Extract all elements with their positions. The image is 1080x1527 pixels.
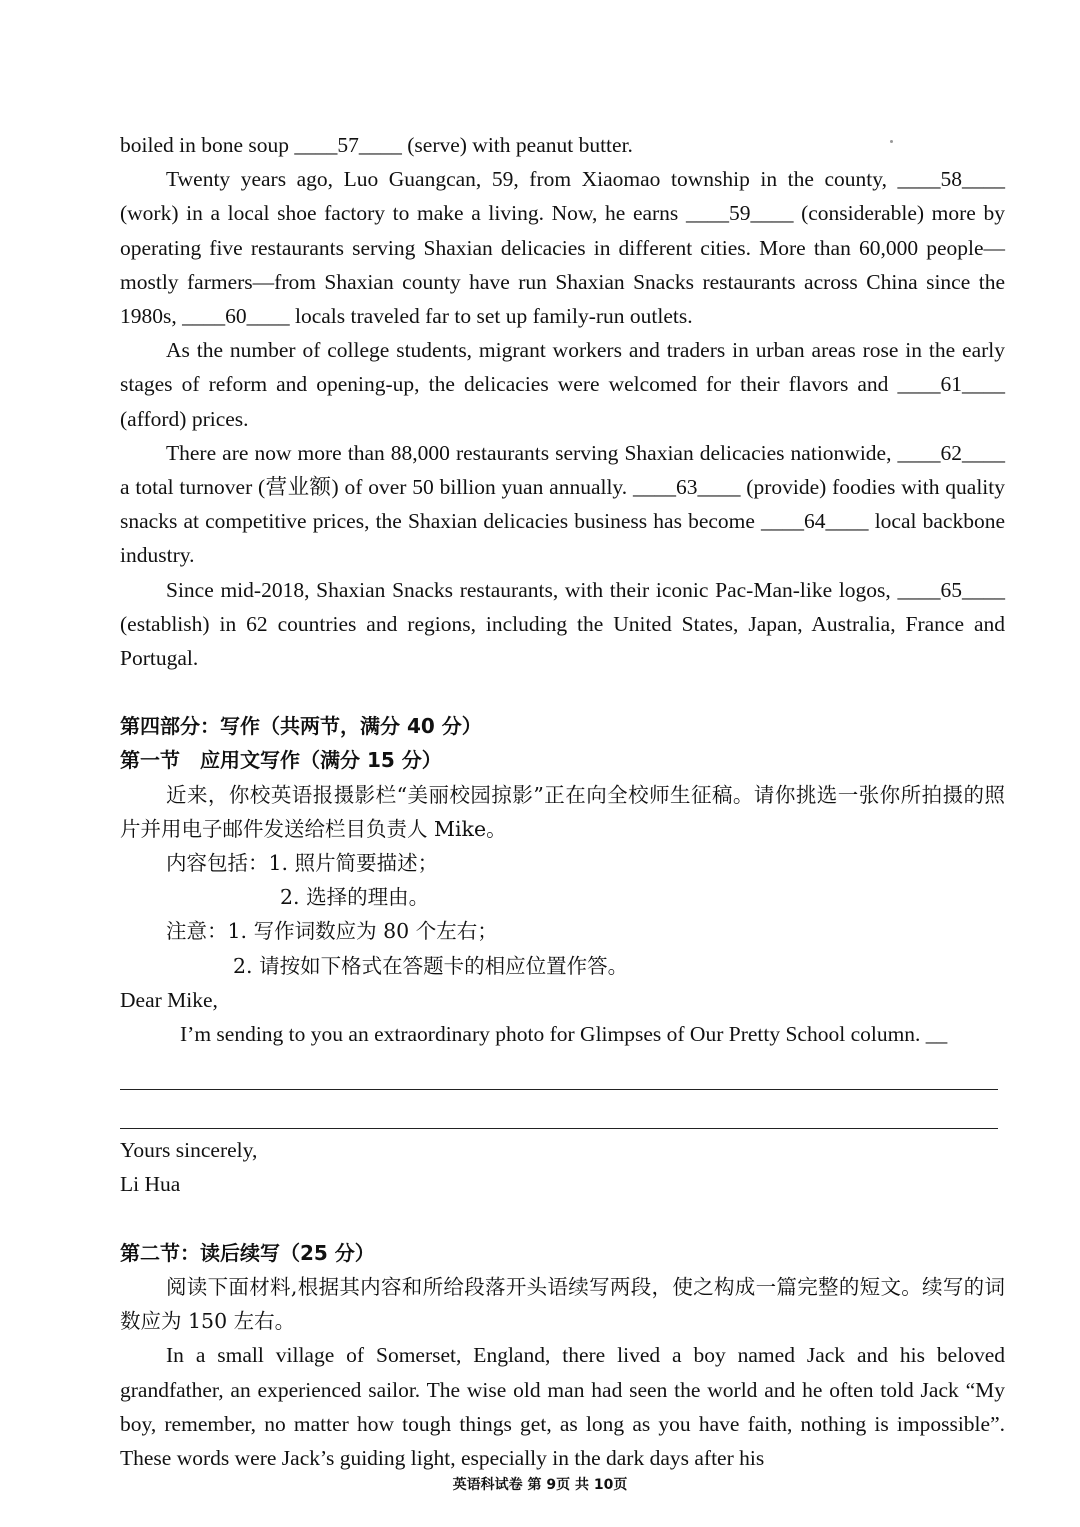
- section-two-heading: 第二节：读后续写（25 分）: [120, 1240, 375, 1265]
- continuation-story: In a small village of Somerset, England, there lived a boy named Jack and his beloved grandfather, an experienced sailor. The wise old man had seen the world and he often told Jack “My boy, remember, no matter how tough things get, as long as you have faith, nothing is impossible”. These words were Jack’s guiding light, especially in the dark days after his: [120, 1343, 1005, 1470]
- passage-paragraph-2: As the number of college students, migrant workers and traders in urban areas rose in the early stages of reform and opening-up, the delicacies were welcomed for their flavors and ____61____ (afford) prices.: [120, 338, 1005, 431]
- part-four-heading: 第四部分：写作（共两节，满分 40 分）: [120, 714, 482, 739]
- writing-prompt: 近来，你校英语报摄影栏“美丽校园掠影”正在向全校师生征稿。请你挑选一张你所拍摄的照片并用电子邮件发送给栏目负责人 Mike。: [120, 782, 1005, 841]
- section-one-heading: 第一节 应用文写作（满分 15 分）: [120, 748, 442, 773]
- content-requirement-2: 2. 选择的理由。: [280, 885, 430, 910]
- answer-line-2: [120, 1090, 998, 1129]
- passage-paragraph-4: Since mid-2018, Shaxian Snacks restaurants, with their iconic Pac-Man-like logos, ____65____ (establish) in 62 countries and regions, including the United States, Japan, Australia, France and Portugal.: [120, 577, 1005, 671]
- letter-closing: Yours sincerely,: [120, 1138, 258, 1163]
- letter-signature: Li Hua: [120, 1172, 181, 1197]
- note-1: 注意：1. 写作词数应为 80 个左右；: [166, 919, 498, 944]
- continuation-instruction: 阅读下面材料,根据其内容和所给段落开头语续写两段，使之构成一篇完整的短文。续写的词数应为 150 左右。: [120, 1274, 1005, 1334]
- letter-opening: I’m sending to you an extraordinary photo for Glimpses of Our Pretty School column. __: [180, 1022, 948, 1047]
- answer-line-1: [120, 1051, 998, 1090]
- page-footer: 英语科试卷 第 9页 共 10页: [452, 1477, 628, 1493]
- passage-paragraph-1: Twenty years ago, Luo Guangcan, 59, from Xiaomao township in the county, ____58____ (work) in a local shoe factory to make a living. Now, he earns ____59____ (considerable) more by operating five restaurants serving Shaxian delicacies in different cities. More than 60,000 people—mostly farmers—from Shaxian county have run Shaxian Snacks restaurants across China since the 1980s, ____60____ locals traveled far to set up family-run outlets.: [120, 167, 1005, 329]
- passage-paragraph-3: There are now more than 88,000 restaurants serving Shaxian delicacies nationwide, ____62____ a total turnover (营业额) of over 50 billion yuan annually. ____63____ (provide) foodies with quality snacks at competitive prices, the Shaxian delicacies business has become ____64____ local backbone industry.: [120, 440, 1005, 568]
- note-2: 2. 请按如下格式在答题卡的相应位置作答。: [233, 953, 629, 978]
- passage-paragraph-0: boiled in bone soup ____57____ (serve) with peanut butter.: [120, 133, 633, 157]
- content-requirement-1: 内容包括：1. 照片简要描述；: [166, 851, 439, 876]
- letter-greeting: Dear Mike,: [120, 987, 218, 1012]
- exam-page: [120, 128, 1005, 1475]
